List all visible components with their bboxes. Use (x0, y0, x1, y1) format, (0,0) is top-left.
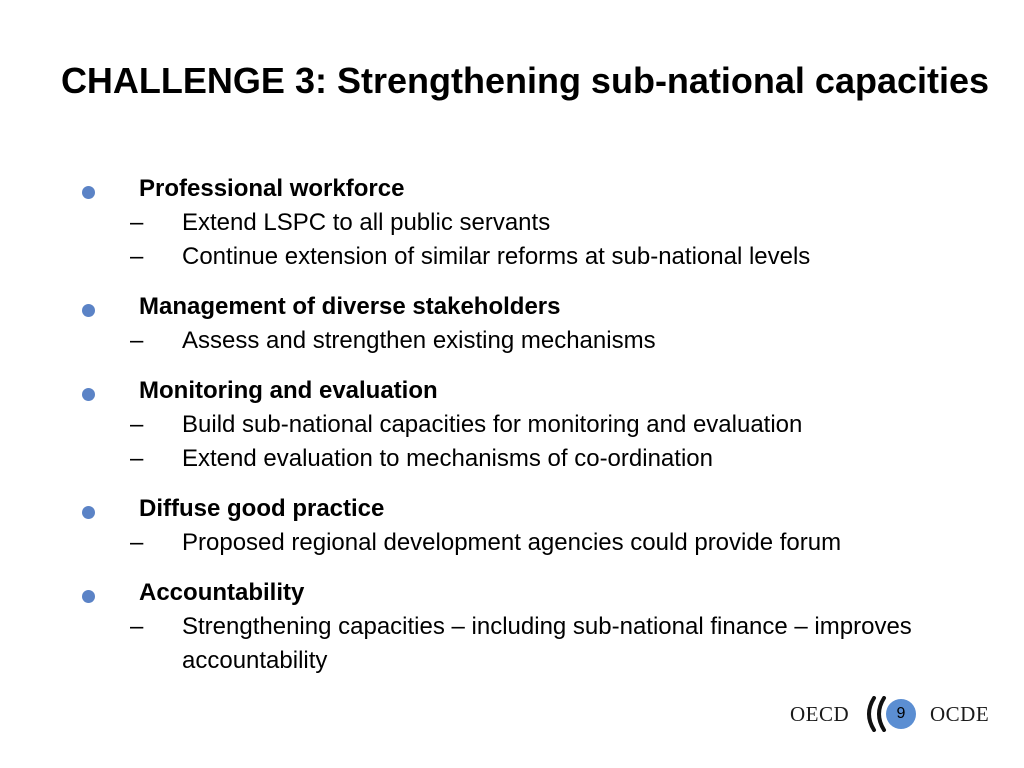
dash-icon: – (130, 327, 144, 354)
slide-title: CHALLENGE 3: Strengthening sub-national capacities (60, 60, 990, 101)
logo-text-oecd: OECD (790, 702, 850, 726)
logo-text-ocde: OCDE (930, 702, 990, 726)
sub-bullet-item: – Extend LSPC to all public servants (78, 206, 942, 240)
sub-bullet-item: – Assess and strengthen existing mechanisms (78, 324, 942, 358)
bullet-heading: Accountability (78, 576, 978, 610)
dash-icon: – (130, 209, 144, 236)
sub-bullet-item: – Extend evaluation to mechanisms of co-ordination (78, 442, 942, 476)
dash-icon: – (130, 411, 144, 438)
bullet-heading: Management of diverse stakeholders (78, 290, 978, 324)
dash-icon: – (130, 613, 144, 640)
bullet-dot-icon (82, 388, 95, 401)
oecd-logo (790, 696, 1000, 736)
sub-bullet-item: – Build sub-national capacities for monitoring and evaluation (78, 408, 942, 442)
bullet-heading: Diffuse good practice (78, 492, 978, 526)
bullet-dot-icon (82, 590, 95, 603)
bullet-dot-icon (82, 186, 95, 199)
bullet-group-professional-workforce (78, 172, 978, 274)
bullet-group-stakeholders (78, 290, 978, 358)
sub-bullet-item: – Proposed regional development agencies could provide forum (78, 526, 942, 560)
dash-icon: – (130, 445, 144, 472)
dash-icon: – (130, 529, 144, 556)
bullet-heading: Professional workforce (78, 172, 978, 206)
bullet-dot-icon (82, 506, 95, 519)
bullet-heading: Monitoring and evaluation (78, 374, 978, 408)
dash-icon: – (130, 243, 144, 270)
bullet-group-monitoring-evaluation (78, 374, 978, 476)
sub-bullet-item: – Continue extension of similar reforms at sub-national levels (78, 240, 942, 274)
slide-content (78, 172, 978, 694)
bullet-dot-icon (82, 304, 95, 317)
page-number: 9 (886, 699, 916, 729)
bullet-group-accountability (78, 576, 978, 678)
bullet-group-good-practice (78, 492, 978, 560)
sub-bullet-item: – Strengthening capacities – including sub-national finance – improves accountability (78, 610, 942, 678)
